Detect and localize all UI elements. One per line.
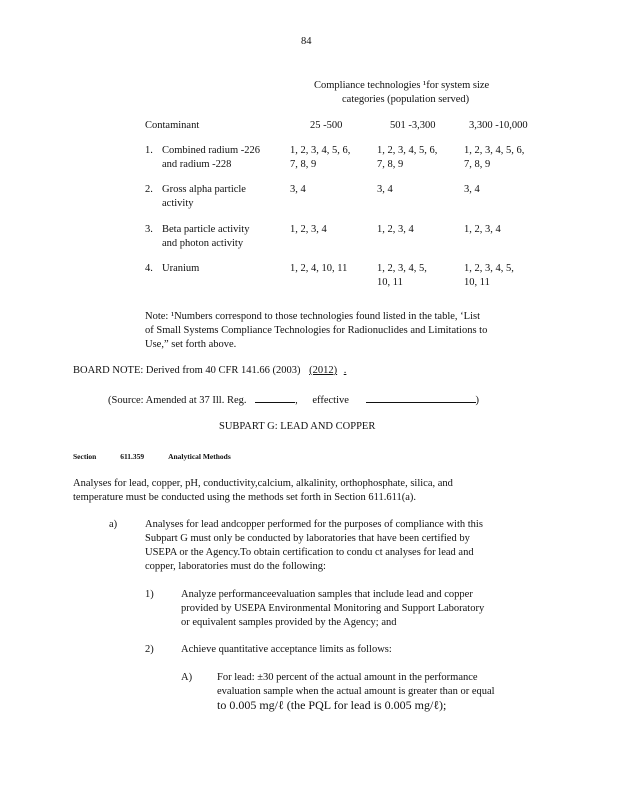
board-note-year: (2012)	[309, 365, 338, 376]
table-header-line1: Compliance technologies ¹for system size	[314, 80, 490, 91]
effective-date-blank	[366, 392, 476, 403]
item-2-text: Achieve quantitative acceptance limits as follows:	[181, 644, 392, 655]
section-heading	[73, 450, 231, 464]
item-2-label: 2)	[145, 644, 154, 655]
source-prefix: (Source: Amended at 37 Ill. Reg.	[108, 395, 247, 406]
note-line2: of Small Systems Compliance Technologies for Radionuclides and Limitations to	[145, 325, 488, 336]
row-cell-col3: 1, 2, 3, 4, 5, 10, 11	[464, 263, 514, 288]
row-contaminant-name: Beta particle activity and photon activity	[162, 224, 250, 249]
section-title: Analytical Methods	[168, 452, 231, 461]
column-contaminant: Contaminant	[145, 120, 200, 131]
row-cell-col2: 1, 2, 3, 4, 5, 10, 11	[377, 263, 427, 288]
item-A-line: evaluation sample when the actual amount is greater than or equal	[217, 686, 495, 697]
item-A-line: For lead: ±30 percent of the actual amount in the performance	[217, 672, 478, 683]
para-a-label: a)	[109, 519, 118, 530]
board-note	[73, 364, 346, 378]
item-1-line: provided by USEPA Environmental Monitoring and Support Laboratory	[181, 603, 485, 614]
source-line: (Source: Amended at 37 Ill. Reg. , effective )	[108, 392, 479, 408]
row-cell-col1: 1, 2, 4, 10, 11	[290, 263, 348, 274]
row-cell-col2: 1, 2, 3, 4, 5, 6, 7, 8, 9	[377, 145, 438, 170]
column-3300-10000: 3,300 -10,000	[469, 120, 528, 131]
subpart-heading: SUBPART G: LEAD AND COPPER	[219, 421, 376, 432]
item-A-last-line: to 0.005 mg/ℓ (the PQL for lead is 0.005 mg/ℓ);	[217, 698, 447, 712]
row-number: 3.	[145, 224, 153, 235]
item-1-line: or equivalent samples provided by the Agency; and	[181, 617, 397, 628]
row-cell-col1: 3, 4	[290, 184, 306, 195]
row-number: 1.	[145, 145, 153, 156]
source-effective: effective	[312, 395, 349, 406]
para-a-line: USEPA or the Agency.To obtain certification to condu ct analyses for lead and	[145, 547, 474, 558]
row-cell-col2: 1, 2, 3, 4	[377, 224, 414, 235]
row-cell-col3: 3, 4	[464, 184, 480, 195]
para-a-line: Analyses for lead andcopper performed for the purposes of compliance with this	[145, 519, 483, 530]
intro-line2: temperature must be conducted using the methods set forth in Section 611.611(a).	[73, 492, 417, 503]
row-cell-col1: 1, 2, 3, 4, 5, 6, 7, 8, 9	[290, 145, 351, 170]
board-note-dot: .	[343, 365, 347, 376]
column-25-500: 25 -500	[310, 120, 343, 131]
row-cell-col3: 1, 2, 3, 4	[464, 224, 501, 235]
row-contaminant-name: Gross alpha particle activity	[162, 184, 246, 209]
board-note-text: BOARD NOTE: Derived from 40 CFR 141.66 (2003)	[73, 365, 301, 376]
row-cell-col2: 3, 4	[377, 184, 393, 195]
note-line1: Note: ¹Numbers correspond to those technologies found listed in the table, ‘List	[145, 311, 480, 322]
section-label: Section	[73, 452, 97, 461]
section-number: 611.359	[120, 452, 145, 461]
row-cell-col3: 1, 2, 3, 4, 5, 6, 7, 8, 9	[464, 145, 525, 170]
row-contaminant-name: Uranium	[162, 263, 200, 274]
para-a-line: copper, laboratories must do the following:	[145, 561, 326, 572]
row-number: 4.	[145, 263, 153, 274]
row-contaminant-name: Combined radium -226 and radium -228	[162, 145, 260, 170]
row-number: 2.	[145, 184, 153, 195]
intro-line1: Analyses for lead, copper, pH, conductivity,calcium, alkalinity, orthophosphate, silica, and	[73, 478, 453, 489]
item-1-line: Analyze performanceevaluation samples that include lead and copper	[181, 589, 473, 600]
column-501-3300: 501 -3,300	[390, 120, 436, 131]
page-number: 84	[301, 36, 312, 47]
note-line3: Use,” set forth above.	[145, 339, 237, 350]
register-page-blank	[255, 392, 295, 403]
row-cell-col1: 1, 2, 3, 4	[290, 224, 327, 235]
item-1-label: 1)	[145, 589, 154, 600]
table-header-line2: categories (population served)	[342, 94, 470, 105]
item-A-label: A)	[181, 672, 193, 683]
para-a-line: Subpart G must only be conducted by laboratories that have been certified by	[145, 533, 470, 544]
